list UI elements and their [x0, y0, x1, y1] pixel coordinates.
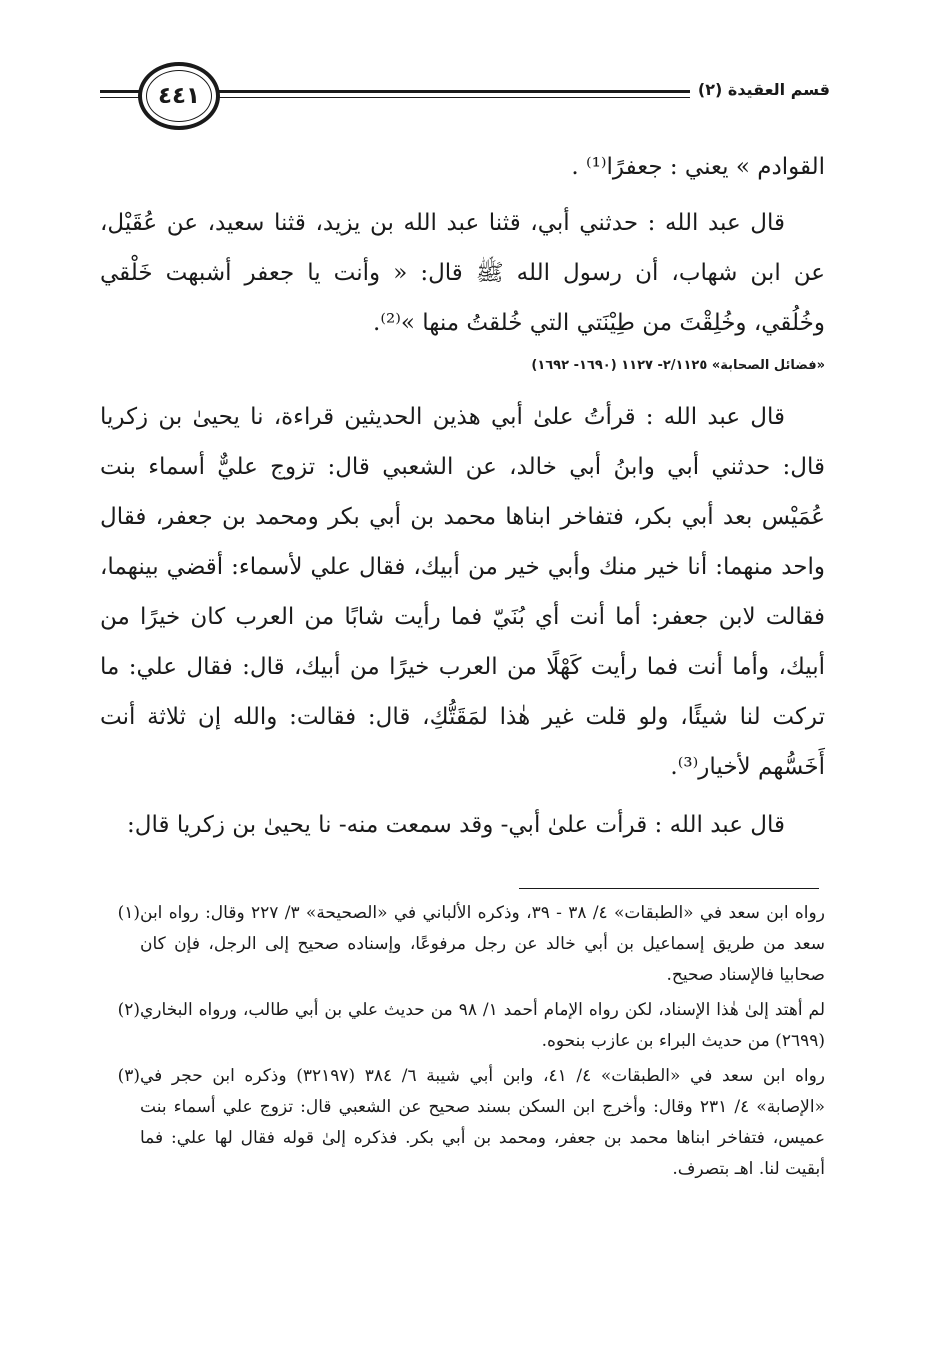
- footnote: [100, 995, 825, 1057]
- footnote-number: (٢): [117, 1000, 140, 1020]
- footnote-number: (١): [117, 903, 140, 923]
- footnote: [100, 898, 825, 991]
- section-title: قسم العقيدة (٢): [690, 80, 830, 99]
- header-rule: [100, 90, 140, 93]
- main-text: [100, 142, 825, 850]
- footnote-text: رواه ابن سعد في «الطبقات» ٤/ ٤١، وابن أبي شيبة ٦/ ٣٨٤ (٣٢١٩٧) وذكره ابن حجر في «الإصابة» ٤/ ٢٣١ وقال: وأخرج ابن السكن بسند صحيح عن الشعبي قال: تزوج علي أسماء بنت عميس، فتفاخر ابناها محمد بن جعفر، ومحمد بن أبي بكر. فذكره إلىٰ قوله فقال لها علي: فما أبقيت لنا. اهـ بتصرف.: [140, 1066, 825, 1179]
- footnote-text: لم أهتد إلىٰ هٰذا الإسناد، لكن رواه الإمام أحمد ١/ ٩٨ من حديث علي بن أبي طالب، ورواه البخاري (٢٦٩٩) من حديث البراء بن عازب بنحوه.: [140, 1000, 825, 1051]
- paragraph: القوادم » يعني : جعفرًا⁽¹⁾ .: [571, 154, 825, 180]
- footnote-separator: [519, 888, 819, 889]
- footnote-text: رواه ابن سعد في «الطبقات» ٤/ ٣٨ - ٣٩، وذكره الألباني في «الصحيحة» ٣/ ٢٢٧ وقال: رواه ابن سعد من طريق إسماعيل بن أبي خالد عن رجل مرفوعًا، وإسناده صحيح إلى الرجل، فإن كان صحابيا فالإسناد صحيح.: [140, 903, 825, 985]
- footnotes: [100, 898, 825, 1189]
- source-citation: «فضائل الصحابة» ٢/١١٢٥- ١١٢٧ (١٦٩٠- ١٦٩٢): [531, 358, 825, 373]
- page-header: [100, 58, 830, 128]
- footnote-number: (٣): [117, 1066, 140, 1086]
- header-rule: [100, 97, 140, 98]
- page-number: ٤٤١: [138, 62, 220, 130]
- paragraph: قال عبد الله : قرأت علىٰ أبي- وقد سمعت منه- نا يحيىٰ بن زكريا قال:: [127, 812, 785, 838]
- footnote: [100, 1061, 825, 1185]
- paragraph: قال عبد الله : حدثني أبي، قثنا عبد الله بن يزيد، قثنا سعيد، عن عُقَيْل، عن ابن شهاب، أن رسول الله ﷺ قال: « وأنت يا جعفر أشبهت خَلْقي وخُلُقي، وخُلِقْتَ من طِيْنَتي التي خُلقتُ منها »⁽²⁾.: [100, 210, 825, 336]
- paragraph: قال عبد الله : قرأتُ علىٰ أبي هذين الحديثين قراءة، نا يحيىٰ بن زكريا قال: حدثني أبي وابنُ أبي خالد، عن الشعبي قال: تزوج عليٌّ أسماء بنت عُمَيْس بعد أبي بكر، فتفاخر ابناها محمد بن أبي بكر ومحمد بن جعفر، فقال واحد منهما: أنا خير منك وأبي خير من أبيك، فقال علي لأسماء: أقضي بينهما، فقالت لابن جعفر: أما أنت أي بُنَيّ فما رأيت شابًا من العرب كان خيرًا من أبيك، وأما أنت فما رأيت كَهْلًا من العرب خيرًا من أبيك، قال: فقال علي: ما تركت لنا شيئًا، ولو قلت غير هٰذا لمَقَتُّكِ، قال: فقالت: والله إن ثلاثة أنت أَخَسُّهم لأخيار⁽³⁾.: [100, 404, 825, 780]
